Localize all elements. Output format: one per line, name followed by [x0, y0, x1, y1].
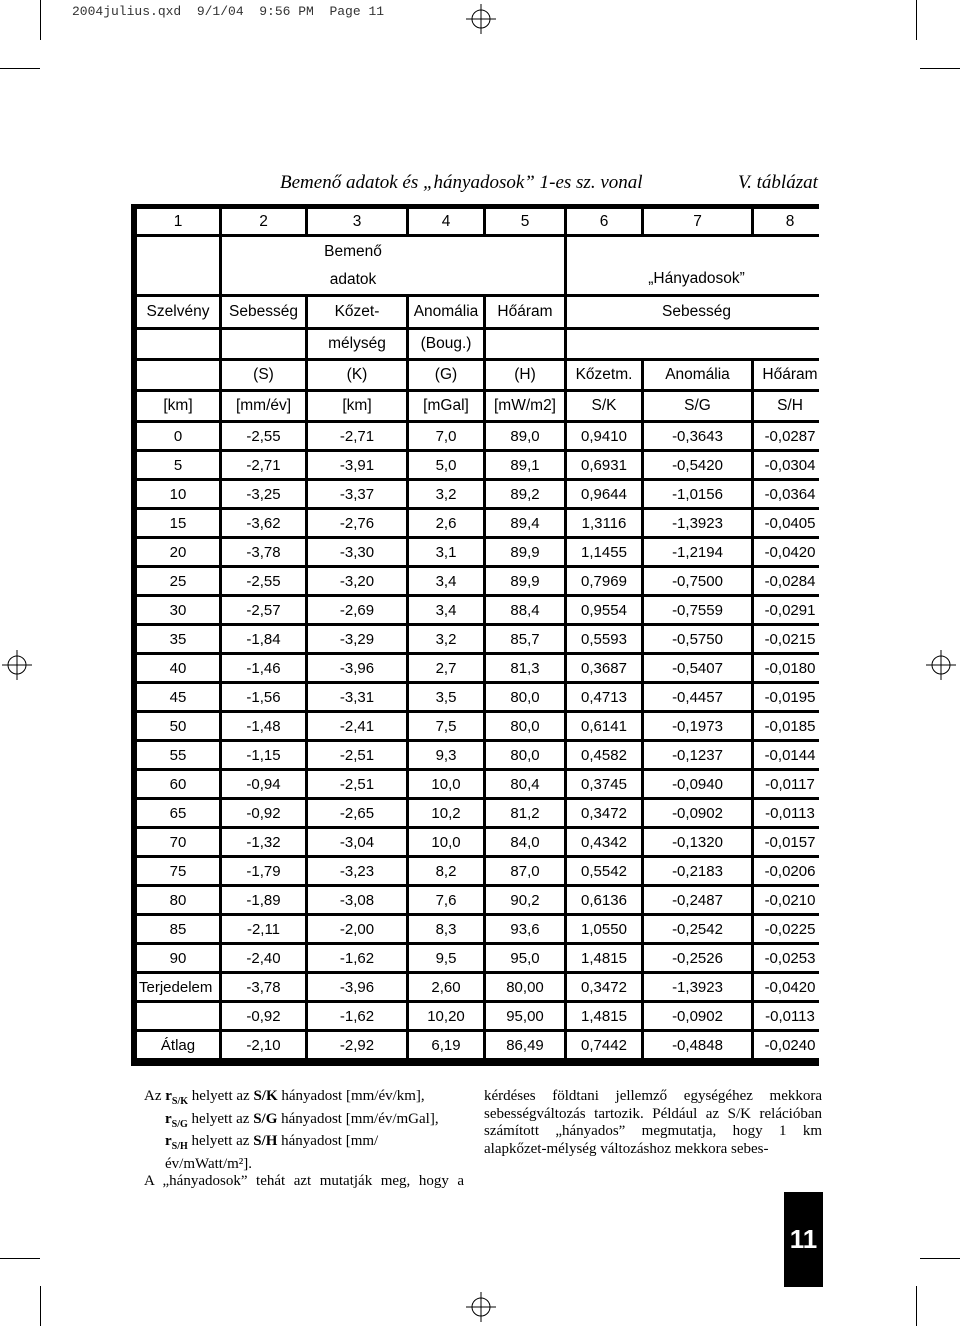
table-cell: 0,4342: [567, 829, 641, 855]
row-km-cell: 90: [137, 945, 219, 971]
unit-cell: S/G: [644, 392, 751, 420]
header-anomalia-quotient: Anomália: [644, 361, 751, 389]
table-cell: 89,9: [486, 568, 564, 594]
header-input-line2: adatok: [329, 270, 377, 288]
table-cell: -0,0291: [754, 597, 826, 623]
table-cell: 1,0550: [567, 916, 641, 942]
col-number: 8: [754, 209, 826, 234]
table-grid: [137, 209, 818, 1062]
text-column-right: [484, 1088, 822, 1158]
table-cell: -2,11: [222, 916, 305, 942]
table-cell: 89,4: [486, 510, 564, 536]
text-az: Az: [144, 1088, 162, 1104]
table-cell: -3,29: [308, 626, 406, 652]
table-cell: 10,0: [409, 829, 483, 855]
table-cell: 10,0: [409, 771, 483, 797]
table-cell: 5,0: [409, 452, 483, 478]
header-boug: (Boug.): [409, 330, 483, 358]
crop-mark: [40, 0, 41, 40]
average-cell: 6,19: [409, 1032, 483, 1058]
table-cell: 87,0: [486, 858, 564, 884]
average-cell: -0,4848: [644, 1032, 751, 1058]
table-cell: 2,7: [409, 655, 483, 681]
row-km-cell: 10: [137, 481, 219, 507]
crop-mark: [916, 1286, 917, 1326]
text-tail: hányadost [mm/év/km],: [281, 1088, 425, 1104]
table-cell: -0,94: [222, 771, 305, 797]
table-cell: -0,0185: [754, 713, 826, 739]
table-cell: 81,3: [486, 655, 564, 681]
row-km-cell: 75: [137, 858, 219, 884]
table-cell: -0,1237: [644, 742, 751, 768]
range-min-cell: -1,3923: [644, 974, 751, 1000]
table-cell: -0,0287: [754, 423, 826, 449]
header-szelveny: Szelvény: [137, 297, 219, 327]
table-cell: 9,5: [409, 945, 483, 971]
crop-mark: [0, 68, 40, 69]
table-cell: 3,2: [409, 626, 483, 652]
header-blank: [137, 330, 219, 358]
average-label-cell: Átlag: [137, 1032, 219, 1058]
table-cell: 80,0: [486, 742, 564, 768]
table-cell: -0,0405: [754, 510, 826, 536]
range-max-cell: -0,0902: [644, 1003, 751, 1029]
text-helyett: helyett az: [191, 1133, 250, 1149]
range-max-cell: -0,92: [222, 1003, 305, 1029]
table-cell: 7,0: [409, 423, 483, 449]
col-number: 7: [644, 209, 751, 234]
table-cell: 0,9644: [567, 481, 641, 507]
table-cell: -2,55: [222, 423, 305, 449]
table-cell: -0,0180: [754, 655, 826, 681]
table-cell: -0,0157: [754, 829, 826, 855]
table-cell: -2,76: [308, 510, 406, 536]
table-cell: 0,3687: [567, 655, 641, 681]
table-cell: -2,55: [222, 568, 305, 594]
table-cell: -3,08: [308, 887, 406, 913]
table-cell: 3,1: [409, 539, 483, 565]
table-cell: -0,0113: [754, 800, 826, 826]
table-cell: 0,3472: [567, 800, 641, 826]
table-cell: -0,7559: [644, 597, 751, 623]
header-symbol-h: (H): [486, 361, 564, 389]
crop-mark: [0, 1258, 40, 1259]
table-cell: 9,3: [409, 742, 483, 768]
bold-sh: S/H: [253, 1133, 278, 1149]
table-cell: -0,0253: [754, 945, 826, 971]
table-cell: -0,0117: [754, 771, 826, 797]
row-km-cell: 40: [137, 655, 219, 681]
range-min-cell: 0,3472: [567, 974, 641, 1000]
table-cell: -3,62: [222, 510, 305, 536]
table-caption: Bemenő adatok és „hányadosok” 1-es sz. vonal: [280, 172, 643, 193]
table-cell: -3,04: [308, 829, 406, 855]
range-min-cell: -0,0420: [754, 974, 826, 1000]
crop-mark: [916, 0, 917, 40]
table-cell: -2,69: [308, 597, 406, 623]
text-tail: hányadost [mm/év/mGal],: [281, 1110, 439, 1127]
page-number: 11: [784, 1192, 823, 1287]
table-cell: -3,25: [222, 481, 305, 507]
table-cell: 95,0: [486, 945, 564, 971]
table-cell: 7,5: [409, 713, 483, 739]
table-cell: 93,6: [486, 916, 564, 942]
unit-cell: [km]: [137, 392, 219, 420]
table-cell: -0,1320: [644, 829, 751, 855]
table-cell: 3,2: [409, 481, 483, 507]
table-cell: 80,0: [486, 713, 564, 739]
table-cell: -3,30: [308, 539, 406, 565]
text-helyett: helyett az: [191, 1088, 250, 1104]
header-input-group: [222, 237, 564, 294]
registration-mark-icon: [2, 650, 32, 680]
table-cell: -0,2183: [644, 858, 751, 884]
table-cell: -0,2487: [644, 887, 751, 913]
range-label-cell: Terjedelem: [137, 974, 219, 1000]
col-number: 6: [567, 209, 641, 234]
table-cell: 8,3: [409, 916, 483, 942]
table-cell: -2,57: [222, 597, 305, 623]
range-min-cell: 80,00: [486, 974, 564, 1000]
header-symbol-s: (S): [222, 361, 305, 389]
registration-mark-icon: [926, 650, 956, 680]
table-cell: 1,3116: [567, 510, 641, 536]
row-km-cell: 45: [137, 684, 219, 710]
header-anomalia: Anomália: [409, 297, 483, 327]
symbol-r: r: [165, 1088, 172, 1104]
table-cell: -3,91: [308, 452, 406, 478]
table-cell: -0,5750: [644, 626, 751, 652]
table-cell: 0,3745: [567, 771, 641, 797]
table-cell: 0,9410: [567, 423, 641, 449]
bold-sk: S/K: [253, 1088, 278, 1104]
table-cell: 0,4582: [567, 742, 641, 768]
table-cell: -3,37: [308, 481, 406, 507]
range-max-cell: -0,0113: [754, 1003, 826, 1029]
table-cell: -1,46: [222, 655, 305, 681]
table-cell: -0,2526: [644, 945, 751, 971]
crop-mark: [40, 1286, 41, 1326]
crop-mark: [920, 68, 960, 69]
subscript-sk: S/K: [171, 1096, 189, 1107]
table-cell: -1,89: [222, 887, 305, 913]
bold-sg: S/G: [253, 1110, 278, 1127]
table-cell: -0,0144: [754, 742, 826, 768]
table-cell: 7,6: [409, 887, 483, 913]
row-km-cell: 85: [137, 916, 219, 942]
table-cell: -2,71: [222, 452, 305, 478]
table-cell: 80,0: [486, 684, 564, 710]
table-cell: -2,41: [308, 713, 406, 739]
col-number: 3: [308, 209, 406, 234]
table-cell: 1,1455: [567, 539, 641, 565]
symbol-r: r: [165, 1133, 172, 1149]
table-cell: 0,4713: [567, 684, 641, 710]
table-cell: -1,56: [222, 684, 305, 710]
table-cell: 89,1: [486, 452, 564, 478]
average-cell: -2,10: [222, 1032, 305, 1058]
unit-cell: S/K: [567, 392, 641, 420]
header-blank: [137, 237, 219, 294]
table-cell: -0,4457: [644, 684, 751, 710]
table-cell: -0,3643: [644, 423, 751, 449]
table-cell: -0,1973: [644, 713, 751, 739]
table-cell: 0,6136: [567, 887, 641, 913]
average-cell: -0,0240: [754, 1032, 826, 1058]
row-km-cell: 55: [137, 742, 219, 768]
table-cell: -2,51: [308, 742, 406, 768]
paragraph-left: A „hányadosok” tehát azt mutatják meg, hogy a: [144, 1173, 464, 1189]
header-blank: [222, 330, 305, 358]
subscript-sh: S/H: [171, 1141, 188, 1152]
table-cell: 0,6931: [567, 452, 641, 478]
table-cell: -0,5420: [644, 452, 751, 478]
table-cell: -2,65: [308, 800, 406, 826]
col-number: 4: [409, 209, 483, 234]
header-quotients-group: „Hányadosok”: [567, 237, 826, 294]
header-kozet: Kőzet-: [308, 297, 406, 327]
table-cell: 84,0: [486, 829, 564, 855]
header-hoaram: Hőáram: [486, 297, 564, 327]
average-cell: 86,49: [486, 1032, 564, 1058]
subscript-sg: S/G: [171, 1118, 188, 1130]
table-cell: 0,9554: [567, 597, 641, 623]
range-label-blank: [137, 1003, 219, 1029]
header-symbol-k: (K): [308, 361, 406, 389]
table-cell: -0,0902: [644, 800, 751, 826]
table-cell: -2,40: [222, 945, 305, 971]
table-cell: 0,6141: [567, 713, 641, 739]
table-cell: -3,23: [308, 858, 406, 884]
col-number: 5: [486, 209, 564, 234]
table-cell: 0,5593: [567, 626, 641, 652]
row-km-cell: 60: [137, 771, 219, 797]
registration-mark-icon: [466, 4, 496, 34]
header-blank: [137, 361, 219, 389]
row-km-cell: 80: [137, 887, 219, 913]
row-km-cell: 15: [137, 510, 219, 536]
unit-cell: [km]: [308, 392, 406, 420]
range-min-cell: 2,60: [409, 974, 483, 1000]
average-cell: 0,7442: [567, 1032, 641, 1058]
table-label: V. táblázat: [738, 172, 818, 193]
col-number: 1: [137, 209, 219, 234]
unit-cell: S/H: [754, 392, 826, 420]
table-cell: 10,2: [409, 800, 483, 826]
table-cell: -0,0195: [754, 684, 826, 710]
table-cell: 3,4: [409, 568, 483, 594]
row-km-cell: 30: [137, 597, 219, 623]
row-km-cell: 65: [137, 800, 219, 826]
table-cell: -3,31: [308, 684, 406, 710]
table-cell: 8,2: [409, 858, 483, 884]
symbol-r: r: [165, 1110, 172, 1127]
table-cell: -0,0420: [754, 539, 826, 565]
row-km-cell: 5: [137, 452, 219, 478]
row-km-cell: 50: [137, 713, 219, 739]
paragraph-right: kérdéses földtani jellemző egységéhez mekkora sebességváltozás tartozik. Például az S/K relációban számított „hányados” megmutatja, hogy 1 km alapkőzet-mélység változáshoz mekkora sebes-: [484, 1088, 822, 1157]
text-helyett: helyett az: [191, 1110, 250, 1127]
unit-cell: [mm/év]: [222, 392, 305, 420]
table-cell: -1,62: [308, 945, 406, 971]
table-cell: 3,4: [409, 597, 483, 623]
table-cell: -0,0940: [644, 771, 751, 797]
unit-cell: [mGal]: [409, 392, 483, 420]
registration-mark-icon: [466, 1292, 496, 1322]
table-cell: 88,4: [486, 597, 564, 623]
table-cell: -1,32: [222, 829, 305, 855]
table-cell: -0,92: [222, 800, 305, 826]
data-table: [131, 204, 819, 1066]
row-km-cell: 25: [137, 568, 219, 594]
range-max-cell: -1,62: [308, 1003, 406, 1029]
table-cell: -2,00: [308, 916, 406, 942]
table-cell: -1,0156: [644, 481, 751, 507]
table-cell: -0,0206: [754, 858, 826, 884]
header-sebesseg: Sebesség: [222, 297, 305, 327]
table-cell: -2,71: [308, 423, 406, 449]
range-max-cell: 1,4815: [567, 1003, 641, 1029]
table-cell: -0,0215: [754, 626, 826, 652]
table-cell: -1,48: [222, 713, 305, 739]
table-cell: -0,5407: [644, 655, 751, 681]
text-column-left: [144, 1088, 464, 1191]
table-cell: -3,20: [308, 568, 406, 594]
header-symbol-g: (G): [409, 361, 483, 389]
table-cell: -1,15: [222, 742, 305, 768]
crop-mark: [920, 1258, 960, 1259]
table-cell: -1,3923: [644, 510, 751, 536]
table-cell: -0,0225: [754, 916, 826, 942]
table-cell: 89,9: [486, 539, 564, 565]
range-min-cell: -3,96: [308, 974, 406, 1000]
table-cell: 1,4815: [567, 945, 641, 971]
row-km-cell: 0: [137, 423, 219, 449]
table-cell: 0,7969: [567, 568, 641, 594]
table-cell: -3,96: [308, 655, 406, 681]
table-cell: 3,5: [409, 684, 483, 710]
text-tail: hányadost [mm/év/mWatt/m²].: [165, 1133, 379, 1172]
header-blank: [486, 330, 564, 358]
row-km-cell: 35: [137, 626, 219, 652]
table-cell: -0,0284: [754, 568, 826, 594]
table-cell: 80,4: [486, 771, 564, 797]
row-km-cell: 20: [137, 539, 219, 565]
header-hoaram-quotient: Hőáram: [754, 361, 826, 389]
unit-cell: [mW/m2]: [486, 392, 564, 420]
table-cell: -1,84: [222, 626, 305, 652]
header-kozetm: Kőzetm.: [567, 361, 641, 389]
table-cell: -2,51: [308, 771, 406, 797]
table-cell: -0,0304: [754, 452, 826, 478]
range-max-cell: 10,20: [409, 1003, 483, 1029]
table-cell: -3,78: [222, 539, 305, 565]
table-cell: 90,2: [486, 887, 564, 913]
table-cell: -0,7500: [644, 568, 751, 594]
range-min-cell: -3,78: [222, 974, 305, 1000]
table-cell: 2,6: [409, 510, 483, 536]
col-number: 2: [222, 209, 305, 234]
table-cell: -0,0210: [754, 887, 826, 913]
table-cell: 81,2: [486, 800, 564, 826]
print-slug: 2004julius.qxd 9/1/04 9:56 PM Page 11: [72, 4, 385, 19]
table-cell: 0,5542: [567, 858, 641, 884]
header-blank: [567, 330, 826, 358]
table-cell: 85,7: [486, 626, 564, 652]
header-input-line1: Bemenő: [324, 242, 382, 260]
average-cell: -2,92: [308, 1032, 406, 1058]
table-cell: -0,0364: [754, 481, 826, 507]
table-cell: 89,2: [486, 481, 564, 507]
range-max-cell: 95,00: [486, 1003, 564, 1029]
row-km-cell: 70: [137, 829, 219, 855]
table-cell: -1,79: [222, 858, 305, 884]
table-cell: 89,0: [486, 423, 564, 449]
header-melyseg: mélység: [308, 330, 406, 358]
header-sebesseg-quotient: Sebesség: [567, 297, 826, 327]
table-cell: -0,2542: [644, 916, 751, 942]
table-cell: -1,2194: [644, 539, 751, 565]
